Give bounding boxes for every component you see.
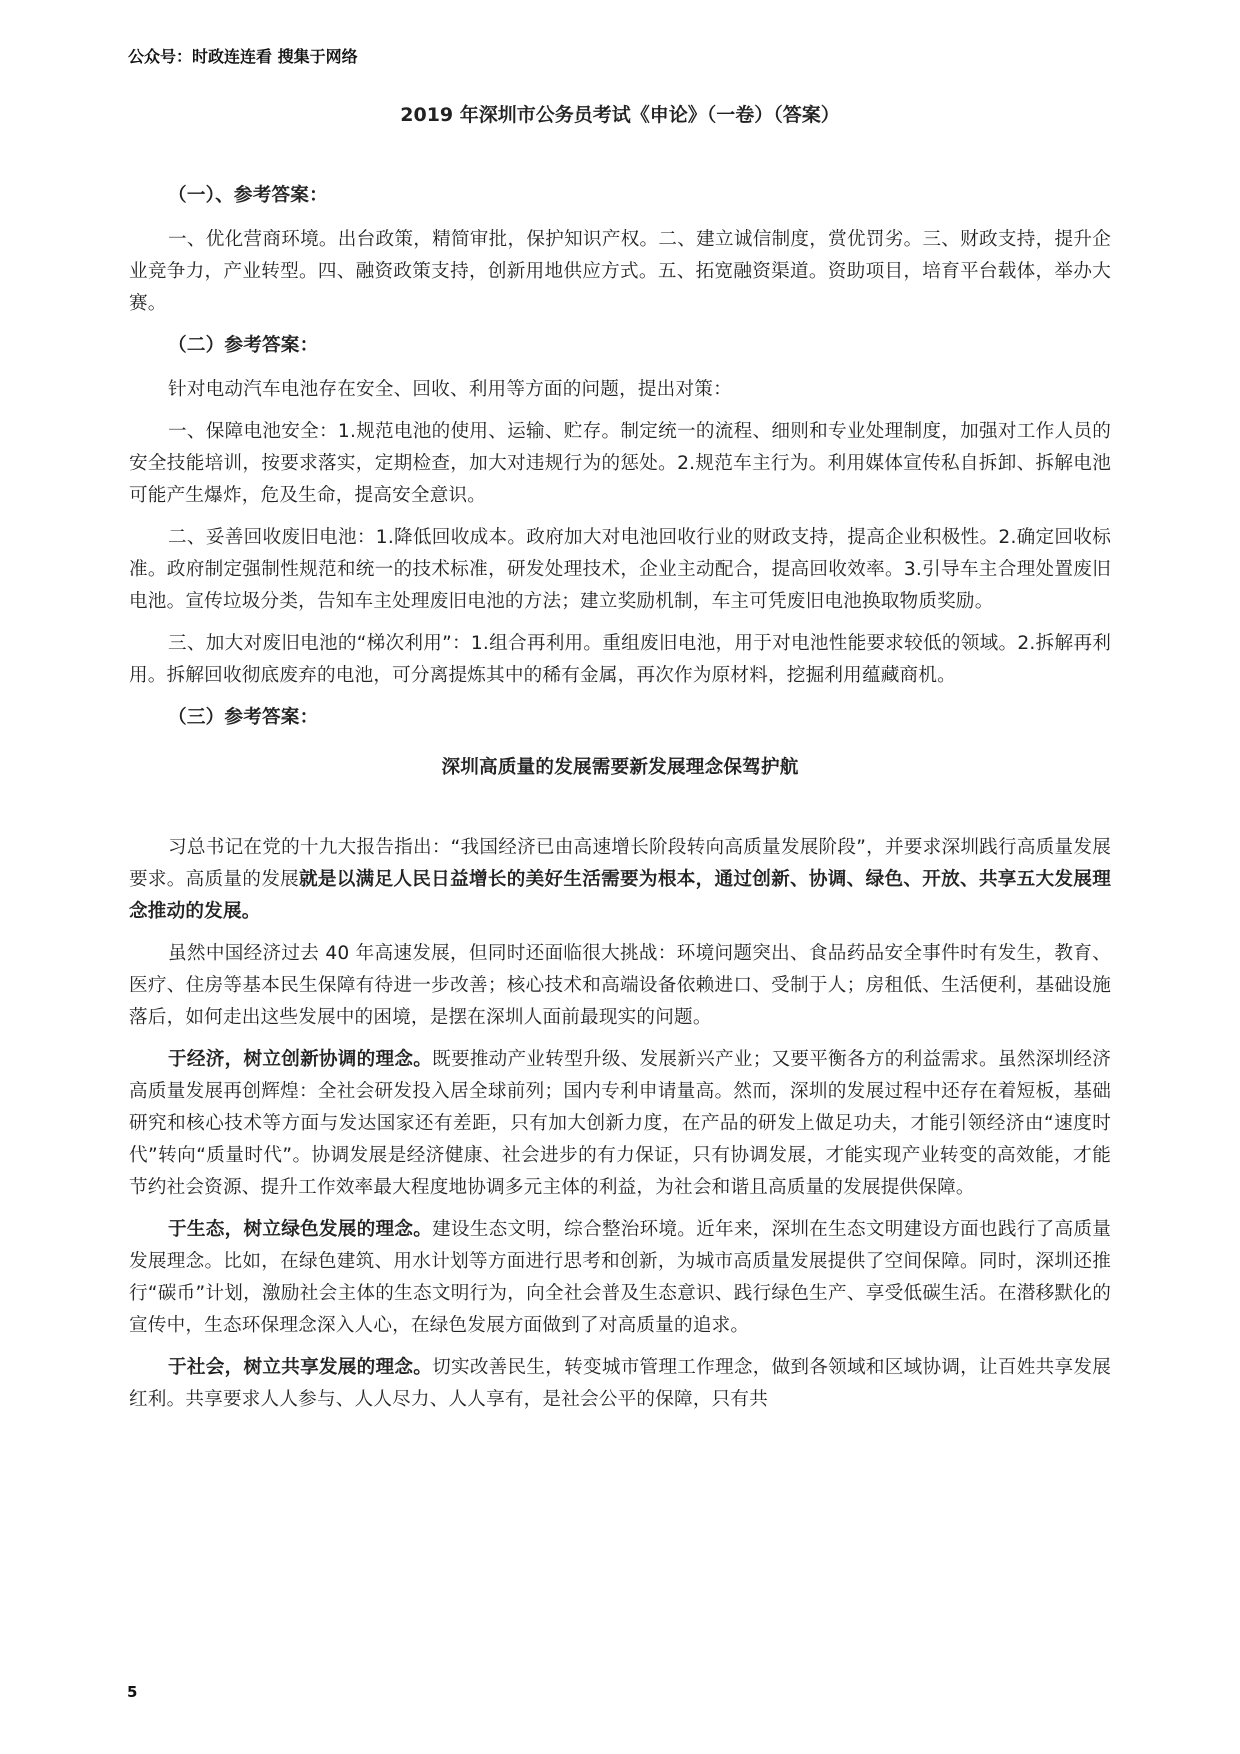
paragraph: 针对电动汽车电池存在安全、回收、利用等方面的问题，提出对策： xyxy=(168,379,732,400)
paragraph: 三、加大对废旧电池的“梯次利用”：1.组合再利用。重组废旧电池，用于对电池性能要求较低的领域。2.拆解再利用。拆解回收彻底废弃的电池，可分离提炼其中的稀有金属，再次作为原材料，挖掘利用蕴藏商机。 xyxy=(129,633,1111,686)
topic-sentence: 于生态，树立绿色发展的理念。 xyxy=(168,1219,433,1240)
paragraph: 一、保障电池安全：1.规范电池的使用、运输、贮存。制定统一的流程、细则和专业处理制度，加强对工作人员的安全技能培训，按要求落实，定期检查，加大对违规行为的惩处。2.规范车主行为。利用媒体宣传私自拆卸、拆解电池可能产生爆炸，危及生命，提高安全意识。 xyxy=(129,421,1111,506)
document-body xyxy=(129,180,1111,1426)
essay-paragraph xyxy=(129,1044,1111,1204)
page-number: 5 xyxy=(127,1683,138,1701)
source-note: 公众号：时政连连看 搜集于网络 xyxy=(128,47,358,66)
topic-sentence: 于经济，树立创新协调的理念。 xyxy=(168,1049,433,1070)
section-heading-1: （一）、参考答案： xyxy=(168,185,328,206)
text: 建设生态文明，综合整治环境。近年来，深圳在生态文明建设方面也践行了高质量发展理念。比如，在绿色建筑、用水计划等方面进行思考和创新，为城市高质量发展提供了空间保障。同时，深圳还推行“碳币”计划，激励社会主体的生态文明行为，向全社会普及生态意识、践行绿色生产、享受低碳生活。在潜移默化的宣传中，生态环保理念深入人心，在绿色发展方面做到了对高质量的追求。 xyxy=(129,1219,1111,1336)
essay-paragraph xyxy=(129,1352,1111,1416)
text: 切实改善民生，转变城市管理工作理念，做到各领域和区域协调，让百姓共享发展红利。共享要求人人参与、人人尽力、人人享有，是社会公平的保障，只有共 xyxy=(129,1357,1111,1410)
emphasis-text: 就是以满足人民日益增长的美好生活需要为根本，通过创新、协调、绿色、开放、共享五大发展理念推动的发展。 xyxy=(129,869,1111,922)
document-title: 2019 年深圳市公务员考试《申论》（一卷）（答案） xyxy=(400,104,840,126)
essay-paragraph xyxy=(129,832,1111,928)
text: 既要推动产业转型升级、发展新兴产业；又要平衡各方的利益需求。虽然深圳经济高质量发展再创辉煌：全社会研发投入居全球前列；国内专利申请量高。然而，深圳的发展过程中还存在着短板，基础研究和核心技术等方面与发达国家还有差距，只有加大创新力度，在产品的研发上做足功夫，才能引领经济由“速度时代”转向“质量时代”。协调发展是经济健康、社会进步的有力保证，只有协调发展，才能实现产业转变的高效能，才能节约社会资源、提升工作效率最大程度地协调多元主体的利益，为社会和谐且高质量的发展提供保障。 xyxy=(129,1049,1111,1198)
essay-paragraph xyxy=(129,1214,1111,1342)
section-heading-3: （三）参考答案： xyxy=(168,707,319,728)
section-heading-2: （二）参考答案： xyxy=(168,335,319,356)
text: 习总书记在党的十九大报告指出：“我国经济已由高速增长阶段转向高质量发展阶段”，并要求深圳践行高质量发展要求。高质量的发展 xyxy=(129,837,1111,890)
paragraph: 二、妥善回收废旧电池：1.降低回收成本。政府加大对电池回收行业的财政支持，提高企业积极性。2.确定回收标准。政府制定强制性规范和统一的技术标准，研发处理技术，企业主动配合，提高回收效率。3.引导车主合理处置废旧电池。宣传垃圾分类，告知车主处理废旧电池的方法；建立奖励机制，车主可凭废旧电池换取物质奖励。 xyxy=(129,527,1111,612)
paragraph: 一、优化营商环境。出台政策，精简审批，保护知识产权。二、建立诚信制度，赏优罚劣。三、财政支持，提升企业竞争力，产业转型。四、融资政策支持，创新用地供应方式。五、拓宽融资渠道。资助项目，培育平台载体，举办大赛。 xyxy=(129,229,1111,314)
essay-paragraph: 虽然中国经济过去 40 年高速发展，但同时还面临很大挑战：环境问题突出、食品药品安全事件时有发生，教育、医疗、住房等基本民生保障有待进一步改善；核心技术和高端设备依赖进口、受制于人；房租低、生活便利，基础设施落后，如何走出这些发展中的困境，是摆在深圳人面前最现实的问题。 xyxy=(129,943,1111,1028)
topic-sentence: 于社会，树立共享发展的理念。 xyxy=(168,1357,433,1378)
essay-title: 深圳高质量的发展需要新发展理念保驾护航 xyxy=(441,757,799,778)
